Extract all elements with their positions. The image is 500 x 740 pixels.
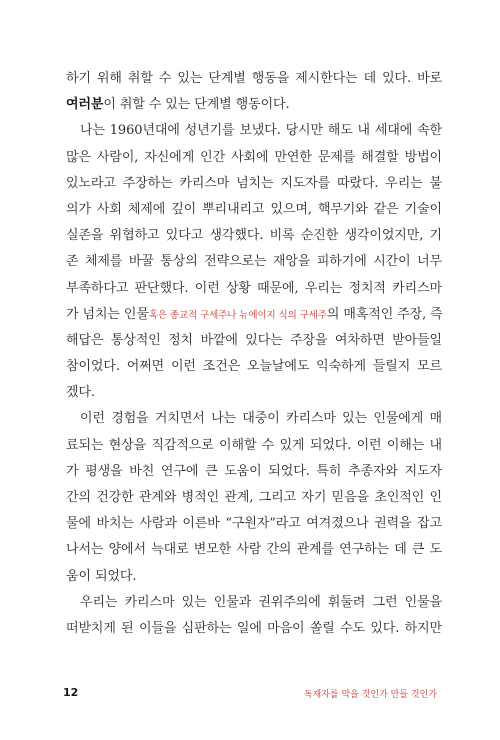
text-line: 움이 되었다.: [66, 568, 137, 584]
page-number: 12: [63, 686, 79, 699]
text-line: 가 평생을 바친 연구에 큰 도움이 되었다. 특히 추종자와 지도자: [66, 463, 442, 479]
text-line: 간의 건강한 관계와 병적인 관계, 그리고 자기 믿음을 초인적인 인: [66, 490, 442, 505]
text-line: 나서는 양에서 늑대로 변모한 사람 간의 관계를 연구하는 데 큰 도: [66, 542, 442, 558]
text-line: 부족하다고 판단했다. 이런 상황 때문에, 우리는 정치적 카리스마: [66, 280, 442, 296]
text-line: [66, 92, 442, 118]
text-line: 료되는 현상을 직감적으로 이해할 수 있게 되었다. 이런 이해는 내: [66, 437, 442, 453]
text-line: 물에 바치는 사람과 이른바 “구원자”라고 여겨졌으나 권력을 잡고: [66, 516, 442, 532]
text-line: 있노라고 주장하는 카리스마 넘치는 지도자를 따랐다. 우리는 불: [66, 175, 442, 191]
text-run: 가 넘치는 인물: [66, 306, 149, 322]
body-text: [66, 66, 442, 642]
text-line: 겠다.: [66, 385, 95, 401]
paragraph-start-line: 이런 경험을 거치면서 나는 대중이 카리스마 있는 인물에게 매: [80, 411, 442, 427]
annotation-note: 혹은 종교적 구세주나 뉴에이지 식의 구세주: [148, 309, 327, 321]
text-line: 실존을 위협하고 있다고 생각했다. 비록 순진한 생각이었지만, 기: [66, 228, 442, 244]
text-line: 떠받치게 된 이들을 심판하는 일에 마음이 쏠릴 수도 있다. 하지만: [66, 620, 442, 636]
text-run: 이 취할 수 있는 단계별 행동이다.: [103, 97, 290, 113]
paragraph-start-line: 나는 1960년대에 성년기를 보냈다. 당시만 해도 내 세대에 속한: [80, 123, 442, 139]
running-title: 독재자를 막을 것인가 만들 것인가: [303, 690, 437, 700]
text-line: 의가 사회 체제에 깊이 뿌리내리고 있으며, 핵무기와 같은 기술이: [66, 201, 442, 217]
text-line: 많은 사람이, 자신에게 인간 사회에 만연한 문제를 해결할 방법이: [66, 149, 442, 165]
text-line: 참이었다. 어쩌면 이런 조건은 오늘날에도 익숙하게 들릴지 모르: [66, 359, 442, 375]
text-line: 하기 위해 취할 수 있는 단계별 행동을 제시한다는 데 있다. 바로: [66, 71, 442, 86]
paragraph-start-line: 우리는 카리스마 있는 인물과 권위주의에 휘둘려 그런 인물을: [80, 594, 442, 610]
text-line: 존 체제를 바꿀 통상의 전략으로는 재앙을 피하기에 시간이 너무: [66, 254, 442, 270]
text-line: 해답은 통상적인 정치 바깥에 있다는 주장을 여차하면 받아들일: [66, 332, 442, 348]
emphasized-word: 여러분: [66, 97, 104, 113]
page-footer: [63, 686, 437, 704]
text-run: 의 매혹적인 주장, 즉: [326, 306, 443, 322]
text-line: [66, 302, 442, 328]
